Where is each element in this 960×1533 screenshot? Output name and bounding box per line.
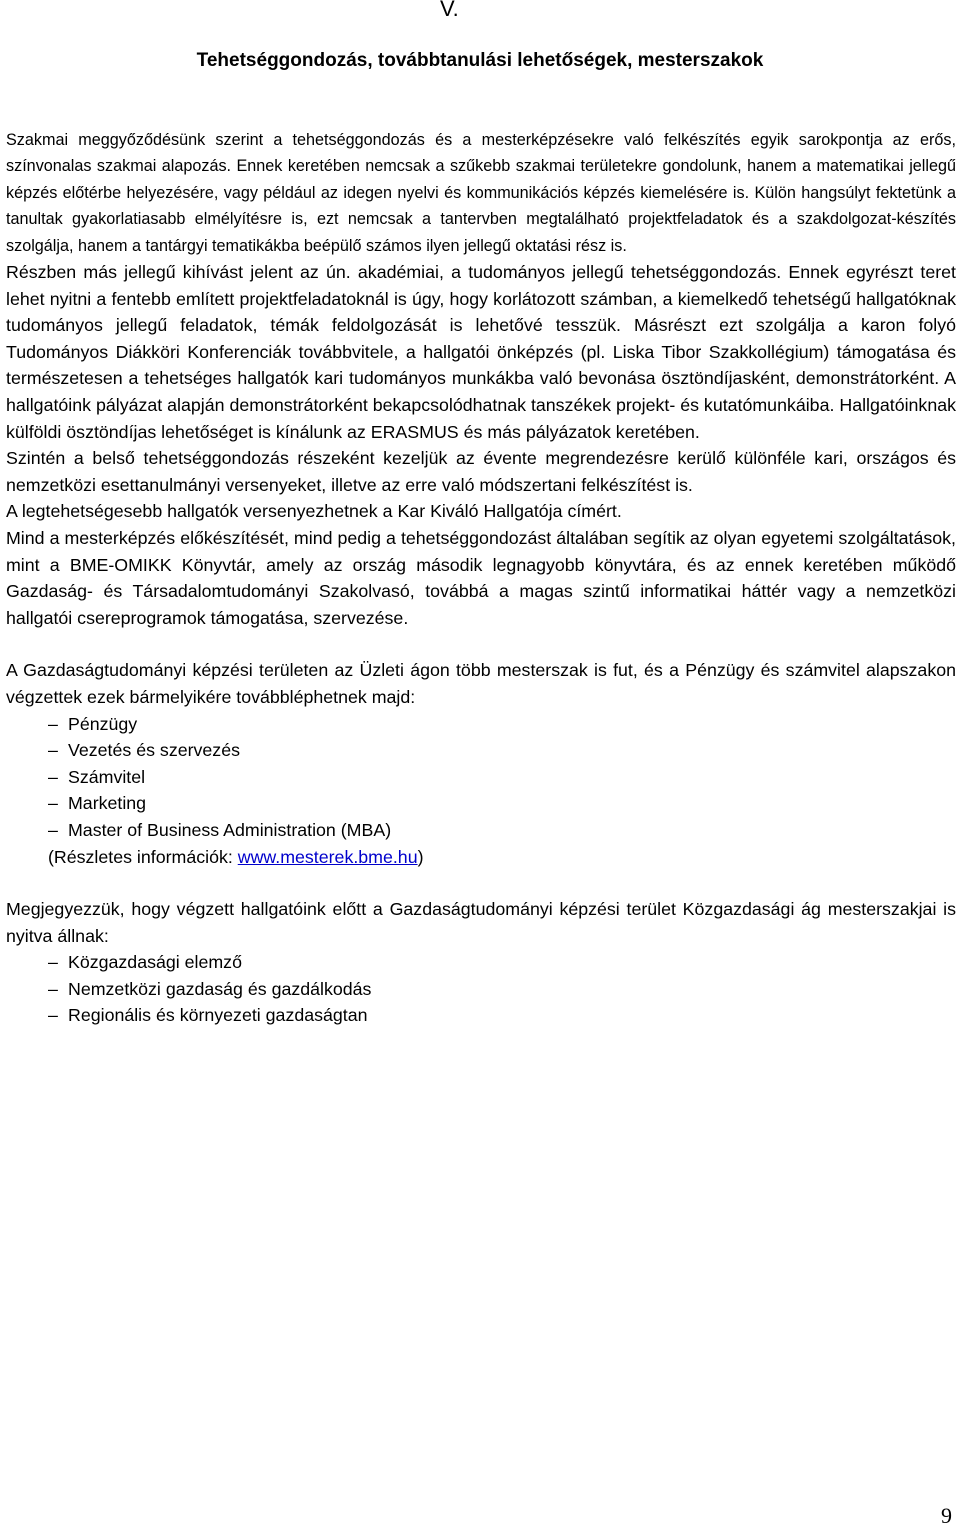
spacer (6, 631, 956, 657)
paragraph-foundation: Szakmai meggyőződésünk szerint a tehetséggondozás és a mesterképzésekre való felkészítés egyik sarokpontja az erős, színvonalas szakmai alapozás. Ennek keretében nemcsak a szűkebb szakmai területekre gondolunk, hanem a matematikai jellegű képzés előtérbe helyezésére, vagy például az idegen nyelvi és kommunikációs képzés kiemelésére is. Külön hangsúlyt fektetünk a tanultak gyakorlatiasabb elmélyítésre is, ezt nemcsak a tantervben megtalálható projektfeladatok és a szakdolgozat-készítés szolgálja, hanem a tantárgyi tematikákba beépülő számos ilyen jellegű oktatási rész is. (6, 131, 956, 255)
paragraph-award: A legtehetségesebb hallgatók versenyezhetnek a Kar Kiváló Hallgatója címért. (6, 501, 622, 522)
paragraph-competitions: Szintén a belső tehetséggondozás részeként kezeljük az évente megrendezésre kerülő különféle kari, országos és nemzetközi esettanulmányi versenyeket, illetve az erre való módszertani felkészítést is. (6, 448, 956, 495)
list-item (48, 949, 956, 976)
section-number: V. (440, 0, 459, 21)
program-name: Marketing (68, 793, 147, 814)
body-text (6, 127, 956, 1029)
list-item (48, 711, 956, 738)
dash-bullet: – (48, 740, 58, 761)
list-item (48, 764, 956, 791)
paragraph-economics-masters: Megjegyezzük, hogy végzett hallgatóink előtt a Gazdaságtudományi képzési terület Közgazdasági ág mesterszakjai is nyitva állnak: (6, 899, 956, 946)
details-prefix: (Részletes információk: (48, 846, 238, 867)
list-item (48, 790, 956, 817)
list-item (48, 817, 956, 844)
dash-bullet: – (48, 952, 58, 973)
program-name: Számvitel (68, 766, 146, 787)
program-name: Vezetés és szervezés (68, 740, 240, 761)
dash-bullet: – (48, 793, 58, 814)
business-programs-list (6, 711, 956, 844)
paragraph-business-masters: A Gazdaságtudományi képzési területen az Üzleti ágon több mesterszak is fut, és a Pénzügy és számvitel alapszakon végzettek ezek bármelyikére továbbléphetnek majd: (6, 660, 956, 707)
dash-bullet: – (48, 978, 58, 999)
program-name: Pénzügy (68, 713, 138, 734)
program-name: Közgazdasági elemző (68, 952, 242, 973)
talent-block (6, 259, 956, 1029)
program-name: Nemzetközi gazdaság és gazdálkodás (68, 978, 372, 999)
dash-bullet: – (48, 1005, 58, 1026)
spacer (6, 870, 956, 896)
program-name: Regionális és környezeti gazdaságtan (68, 1005, 368, 1026)
mesterek-link[interactable]: www.mesterek.bme.hu (237, 846, 418, 867)
list-item (48, 1002, 956, 1029)
program-name: Master of Business Administration (MBA) (68, 819, 392, 840)
dash-bullet: – (48, 766, 58, 787)
list-item (48, 976, 956, 1003)
dash-bullet: – (48, 819, 58, 840)
paragraph-services: Mind a mesterképzés előkészítését, mind pedig a tehetséggondozást általában segítik az olyan egyetemi szolgáltatások, mint a BME-OMIKK Könyvtár, amely az ország második legnagyobb könyvtára, és az ennek keretében működő Gazdaság- és Társadalomtudományi Szakolvasó, továbbá a magas szintű informatikai háttér vagy a nemzetközi hallgatói csereprogramok támogatása, szervezése. (6, 527, 956, 628)
intro-block (6, 127, 956, 259)
list-item (48, 737, 956, 764)
section-title: Tehetséggondozás, továbbtanulási lehetőségek, mesterszakok (196, 50, 764, 71)
page-number: 9 (941, 1503, 952, 1528)
paragraph-academic-talent: Részben más jellegű kihívást jelent az ún. akadémiai, a tudományos jellegű tehetséggondozás. Ennek egyrészt teret lehet nyitni a fentebb említett projektfeladatoknál is úgy, hogy korlátozott számban, a kiemelkedő tehetségű hallgatóknak tudományos jellegű feladatok, témák feldolgozását is lehetővé tesszük. Másrészt ezt szolgálja a karon folyó Tudományos Diákköri Konferenciák továbbvitele, a hallgatói önképzés (pl. Liska Tibor Szakkollégium) támogatása és természetesen a tehetséges hallgatók kari tudományos munkákba való bevonása ösztöndíjasként, demonstrátorként. A hallgatóink pályázat alapján demonstrátorként bekapcsolódhatnak tanszékek projekt- és kutatómunkáiba. Hallgatóinknak külföldi ösztöndíjas lehetőséget is kínálunk az ERASMUS és más pályázatok keretében. (6, 262, 956, 442)
details-suffix: ) (417, 846, 424, 867)
dash-bullet: – (48, 713, 58, 734)
economics-programs-list (6, 949, 956, 1029)
details-line (6, 844, 956, 871)
